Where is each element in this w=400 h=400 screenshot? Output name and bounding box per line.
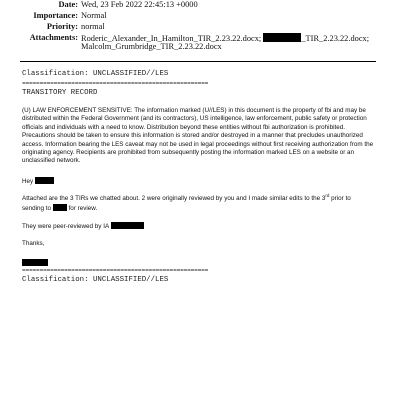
- body-line-2: [22, 204, 378, 213]
- greeting-line: [22, 177, 378, 186]
- peer-review-text: They were peer-reviewed by IA: [22, 223, 109, 230]
- importance-value: Normal: [81, 11, 107, 20]
- signature-redaction: [22, 259, 48, 266]
- redaction-block: [53, 204, 67, 211]
- ordinal-suffix: rd: [325, 192, 330, 198]
- transitory-record: TRANSITORY RECORD: [22, 89, 98, 97]
- peer-review-line: [22, 222, 378, 231]
- body-text-2: sending to: [22, 205, 52, 212]
- separator-top: =====================================================: [22, 81, 209, 87]
- thanks-line: Thanks,: [22, 240, 45, 247]
- date-value: Wed, 23 Feb 2022 22:45:13 +0000: [81, 0, 198, 9]
- les-warning-paragraph: (U) LAW ENFORCEMENT SENSITIVE: The information marked (U//LES) in this document is the property of fbi and may be distributed within the Federal Government (and its contractors), US intelligence, law enforcement, public safety or protection officials and individuals with a need to know. Distribution beyond these entities without fbi authorization is prohibited. Precautions should be taken to ensure this information is stored and/or destroyed in a manner that precludes unauthorized access. Information bearing the LES caveat may not be used in legal proceedings without first receiving authorization from the originating agency. Recipients are prohibited from subsequently posting the information marked LES on a website or an unclassified network.: [22, 107, 374, 165]
- date-label: Date:: [58, 0, 78, 9]
- importance-label: Importance:: [33, 11, 78, 20]
- attachment-3[interactable]: Malcolm_Grumbridge_TIR_2.23.22.docx: [81, 42, 222, 51]
- body-line-1: [22, 192, 378, 203]
- redaction-block: [35, 177, 54, 184]
- priority-label: Priority:: [46, 22, 78, 31]
- priority-value: normal: [81, 22, 105, 31]
- header-divider: [20, 61, 376, 62]
- body-text-1: Attached are the 3 TIRs we chatted about. 2 were originally reviewed by you and I made similar edits to the 3: [22, 195, 326, 202]
- redaction-block: [111, 222, 144, 229]
- classification-top: Classification: UNCLASSIFIED//LES: [22, 70, 169, 78]
- body-text-2-end: for review.: [68, 205, 98, 212]
- redaction-block: [263, 33, 301, 42]
- attachment-1[interactable]: Roderic_Alexander_In_Hamilton_TIR_2.23.22.docx;: [81, 34, 262, 43]
- attachment-2[interactable]: _TIR_2.23.22.docx;: [301, 34, 370, 43]
- attachments-label: Attachments:: [29, 33, 78, 42]
- greeting-text: Hey: [22, 178, 34, 185]
- classification-bottom: Classification: UNCLASSIFIED//LES: [22, 276, 169, 284]
- separator-bottom: =====================================================: [22, 268, 209, 274]
- body-text-1-end: prior to: [329, 195, 351, 202]
